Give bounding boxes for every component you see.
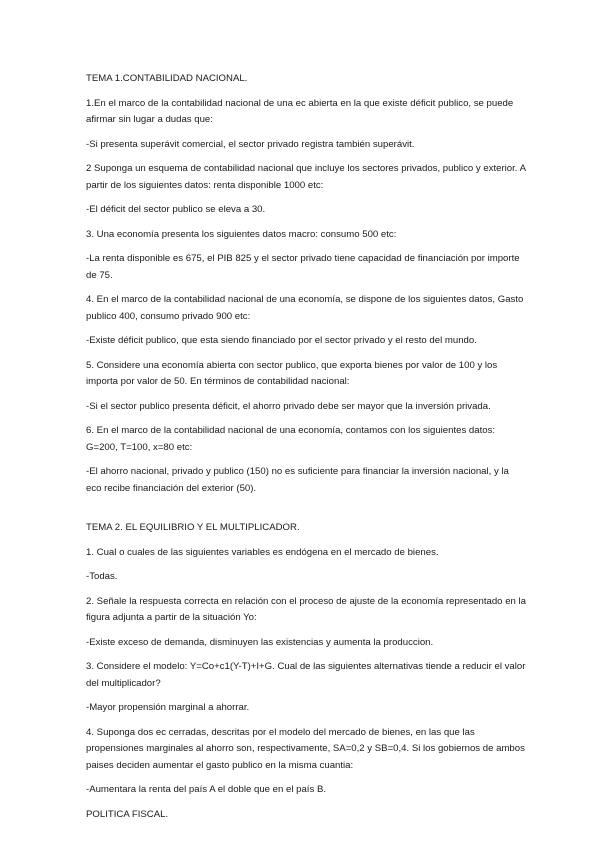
answer-6: -El ahorro nacional, privado y publico (150) no es suficiente para financiar la inversión nacional, y la eco recibe financiación del exterior (50).	[86, 466, 509, 494]
question-3: 3. Una economía presenta los siguientes datos macro: consumo 500 etc:	[86, 228, 397, 240]
answer-t2-3: -Mayor propensión marginal a ahorrar.	[86, 702, 250, 713]
answer-t2-2: -Existe exceso de demanda, disminuyen las existencias y aumenta la produccion.	[86, 636, 434, 648]
question-4: 4. En el marco de la contabilidad nacional de una economía, se dispone de los siguientes datos, Gasto publico 400, consumo privado 900 etc:	[86, 294, 524, 322]
question-1: 1.En el marco de la contabilidad nacional de una ec abierta en la que existe déficit publico, se puede afirmar sin lugar a dudas que:	[86, 97, 514, 125]
question-t2-1: 1. Cual o cuales de las siguientes variables es endógena en el mercado de bienes.	[86, 546, 439, 558]
answer-t2-4: -Aumentara la renta del país A el doble que en el país B.	[86, 784, 327, 795]
question-t2-2: 2. Señale la respuesta correcta en relación con el proceso de ajuste de la economía representado en la figura adjunta a partir de la situación Yo:	[86, 595, 526, 623]
question-2: 2 Suponga un esquema de contabilidad nacional que incluye los sectores privados, publico y exterior. A partir de los siguientes datos: renta disponible 1000 etc:	[86, 163, 526, 191]
answer-3: -La renta disponible es 675, el PIB 825 y el sector privado tiene capacidad de financiación por importe de 75.	[86, 253, 520, 281]
answer-5: -Si el sector publico presenta déficit, el ahorro privado debe ser mayor que la inversión privada.	[86, 400, 491, 412]
question-5: 5. Considere una economía abierta con sector publico, que exporta bienes por valor de 100 y los importa por valor de 50. En términos de contabilidad nacional:	[86, 359, 498, 387]
section-spacer	[86, 505, 526, 520]
document-body	[86, 71, 526, 831]
question-6: 6. En el marco de la contabilidad nacional de una economía, contamos con los siguientes datos: G=200, T=100, x=80 etc:	[86, 425, 496, 453]
answer-2: -El déficit del sector publico se eleva a 30.	[86, 204, 266, 215]
answer-1: -Si presenta superávit comercial, el sector privado registra también superávit.	[86, 138, 415, 150]
answer-4: -Existe déficit publico, que esta siendo financiado por el sector privado y el resto del mundo.	[86, 335, 477, 346]
question-t2-3: 3. Considere el modelo: Y=Co+c1(Y-T)+I+G. Cual de las siguientes alternativas tiende a reducir el valor del multiplicador?	[86, 661, 526, 689]
answer-t2-1: -Todas.	[86, 571, 118, 582]
section-heading-tema-2: TEMA 2. EL EQUILIBRIO Y EL MULTIPLICADOR.	[86, 522, 300, 533]
question-t2-4: 4. Suponga dos ec cerradas, descritas por el modelo del mercado de bienes, en las que las propensiones marginales al ahorro son, respectivamente, SA=0,2 y SB=0,4. Si los gobiernos de ambos paises deciden aumentar el gasto publico en la misma cuantia:	[86, 726, 525, 771]
section-heading-tema-1: TEMA 1.CONTABILIDAD NACIONAL.	[86, 73, 248, 84]
section-heading-politica-fiscal: POLITICA FISCAL.	[86, 808, 169, 820]
